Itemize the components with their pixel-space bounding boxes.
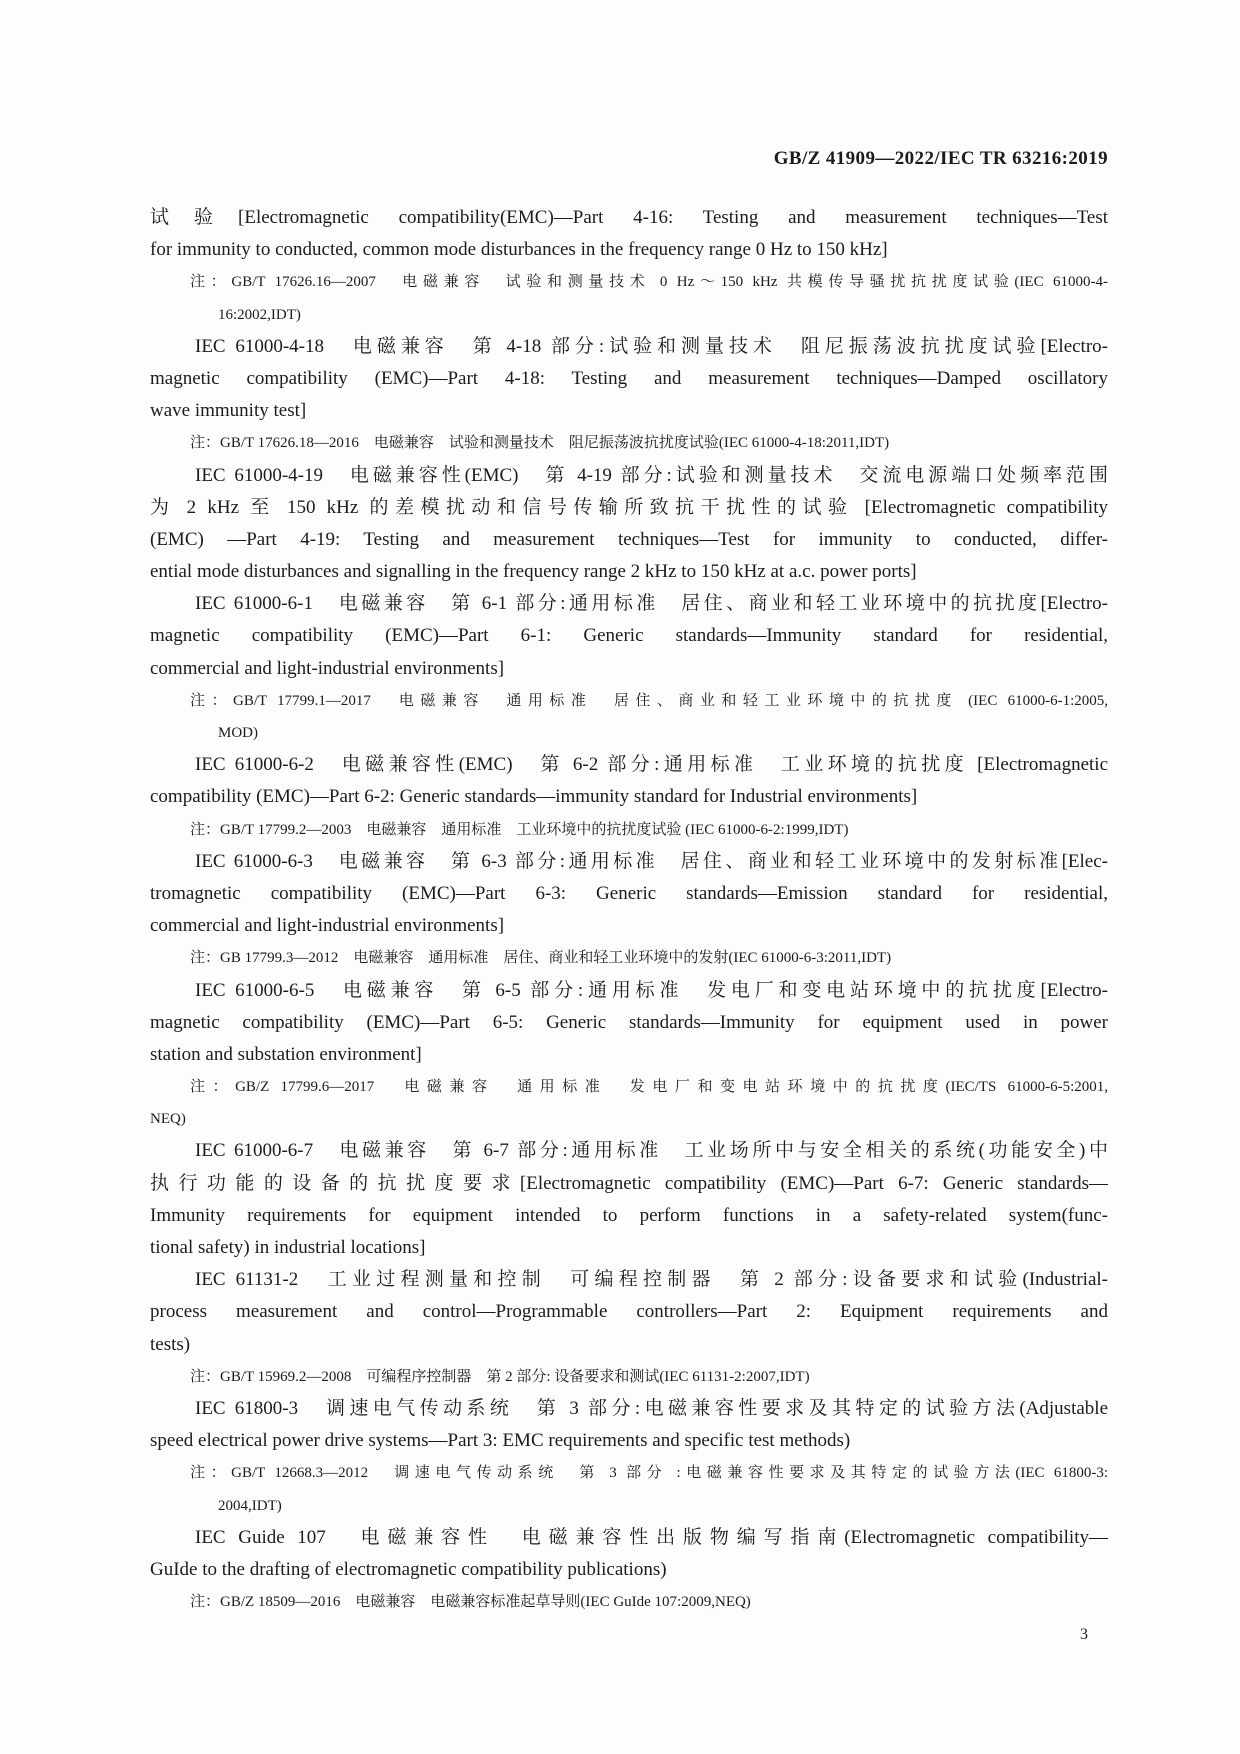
reference-entry bbox=[150, 331, 1108, 460]
reference-line: commercial and light-industrial environments] bbox=[150, 915, 505, 937]
page-number: 3 bbox=[1080, 1626, 1088, 1643]
reference-line: tromagnetic compatibility (EMC)—Part 6-3: Generic standards—Emission standard for residential, bbox=[150, 882, 1108, 904]
note-line: 注：GB/Z 17799.6—2017 电磁兼容 通用标准 发电厂和变电站环境中的抗扰度(IEC/TS 61000-6-5:2001, bbox=[190, 1079, 1108, 1096]
reference-entry bbox=[150, 202, 1108, 331]
reference-entry bbox=[150, 588, 1108, 749]
reference-line: IEC 61000-6-1 电磁兼容 第 6-1 部分:通用标准 居住、商业和轻工业环境中的抗扰度[Electro- bbox=[195, 593, 1108, 615]
reference-entry bbox=[150, 846, 1108, 975]
reference-line: IEC 61000-6-3 电磁兼容 第 6-3 部分:通用标准 居住、商业和轻工业环境中的发射标准[Elec- bbox=[195, 850, 1108, 872]
reference-entry bbox=[150, 749, 1108, 846]
standard-number-header: GB/Z 41909—2022/IEC TR 63216:2019 bbox=[773, 148, 1108, 169]
reference-line: 试验[Electromagnetic compatibility(EMC)—Part 4-16: Testing and measurement techniques—Test bbox=[150, 207, 1108, 228]
reference-line: tional safety) in industrial locations] bbox=[150, 1237, 426, 1258]
reference-line: speed electrical power drive systems—Part 3: EMC requirements and specific test methods) bbox=[150, 1430, 851, 1452]
reference-entry bbox=[150, 460, 1108, 589]
reference-line: (EMC) —Part 4-19: Testing and measurement techniques—Test for immunity to conducted, differ- bbox=[150, 528, 1108, 550]
reference-line: IEC 61131-2 工业过程测量和控制 可编程控制器 第 2 部分:设备要求和试验(Industrial- bbox=[195, 1269, 1108, 1291]
reference-line: IEC 61000-6-2 电磁兼容性(EMC) 第 6-2 部分:通用标准 工业环境的抗扰度 [Electromagnetic bbox=[195, 754, 1108, 776]
reference-line: IEC 61000-6-7 电磁兼容 第 6-7 部分:通用标准 工业场所中与安全相关的系统(功能安全)中 bbox=[195, 1140, 1108, 1162]
note-line: MOD) bbox=[218, 725, 258, 741]
reference-line: 执行功能的设备的抗扰度要求[Electromagnetic compatibility (EMC)—Part 6-7: Generic standards— bbox=[150, 1172, 1108, 1194]
reference-line: tests) bbox=[150, 1333, 191, 1355]
reference-line: process measurement and control—Programmable controllers—Part 2: Equipment requirements and bbox=[150, 1301, 1108, 1323]
reference-line: magnetic compatibility (EMC)—Part 4-18: Testing and measurement techniques—Damped oscillatory bbox=[150, 367, 1108, 389]
note-line: 注：GB/T 17799.2—2003 电磁兼容 通用标准 工业环境中的抗扰度试验 (IEC 61000-6-2:1999,IDT) bbox=[190, 821, 849, 838]
reference-line: IEC 61800-3 调速电气传动系统 第 3 部分:电磁兼容性要求及其特定的试验方法(Adjustable bbox=[195, 1397, 1108, 1419]
reference-line: magnetic compatibility (EMC)—Part 6-1: Generic standards—Immunity standard for residential, bbox=[150, 625, 1108, 647]
reference-line: IEC 61000-6-5 电磁兼容 第 6-5 部分:通用标准 发电厂和变电站环境中的抗扰度[Electro- bbox=[195, 979, 1108, 1001]
note-line: 注：GB/Z 18509—2016 电磁兼容 电磁兼容标准起草导则(IEC GuIde 107:2009,NEQ) bbox=[190, 1594, 751, 1611]
reference-line: Immunity requirements for equipment intended to perform functions in a safety-related system(func- bbox=[150, 1204, 1108, 1226]
reference-line: commercial and light-industrial environments] bbox=[150, 657, 505, 679]
reference-line: IEC 61000-4-18 电磁兼容 第 4-18 部分:试验和测量技术 阻尼振荡波抗扰度试验[Electro- bbox=[195, 335, 1108, 357]
reference-line: IEC 61000-4-19 电磁兼容性(EMC) 第 4-19 部分:试验和测量技术 交流电源端口处频率范围 bbox=[195, 464, 1108, 486]
reference-line: for immunity to conducted, common mode disturbances in the frequency range 0 Hz to 150 kHz] bbox=[150, 239, 888, 261]
reference-line: wave immunity test] bbox=[150, 400, 307, 422]
note-line: 2004,IDT) bbox=[218, 1497, 282, 1514]
reference-line: ential mode disturbances and signalling in the frequency range 2 kHz to 150 kHz at a.c. power ports] bbox=[150, 561, 917, 583]
reference-line: GuIde to the drafting of electromagnetic compatibility publications) bbox=[150, 1558, 667, 1580]
note-line: 注：GB/T 12668.3—2012 调速电气传动系统 第 3 部分 :电磁兼容性要求及其特定的试验方法(IEC 61800-3: bbox=[190, 1465, 1108, 1482]
reference-line: IEC Guide 107 电磁兼容性 电磁兼容性出版物编写指南(Electromagnetic compatibility— bbox=[195, 1526, 1108, 1548]
reference-line: 为 2 kHz 至 150 kHz 的差模扰动和信号传输所致抗干扰性的试验 [Electromagnetic compatibility bbox=[150, 496, 1108, 518]
reference-entry bbox=[150, 1522, 1108, 1619]
reference-entry bbox=[150, 1135, 1108, 1264]
note-line: NEQ) bbox=[150, 1111, 186, 1128]
note-line: 注：GB/T 15969.2—2008 可编程序控制器 第 2 部分: 设备要求和测试(IEC 61131-2:2007,IDT) bbox=[190, 1368, 810, 1385]
note-line: 注：GB/T 17799.1—2017 电磁兼容 通用标准 居住、商业和轻工业环境中的抗扰度 (IEC 61000-6-1:2005, bbox=[190, 692, 1108, 709]
normative-references-list bbox=[150, 202, 1108, 1618]
reference-entry bbox=[150, 1393, 1108, 1522]
reference-line: compatibility (EMC)—Part 6-2: Generic standards—immunity standard for Industrial environments] bbox=[150, 786, 918, 808]
note-line: 注：GB/T 17626.18—2016 电磁兼容 试验和测量技术 阻尼振荡波抗扰度试验(IEC 61000-4-18:2011,IDT) bbox=[190, 435, 890, 452]
note-line: 16:2002,IDT) bbox=[218, 306, 301, 323]
note-line: 注：GB 17799.3—2012 电磁兼容 通用标准 居住、商业和轻工业环境中的发射(IEC 61000-6-3:2011,IDT) bbox=[190, 950, 892, 967]
note-line: 注：GB/T 17626.16—2007 电磁兼容 试验和测量技术 0 Hz～150 kHz 共模传导骚扰抗扰度试验(IEC 61000-4- bbox=[190, 274, 1108, 291]
reference-entry bbox=[150, 1264, 1108, 1393]
reference-line: station and substation environment] bbox=[150, 1043, 422, 1065]
reference-line: magnetic compatibility (EMC)—Part 6-5: Generic standards—Immunity for equipment used in power bbox=[150, 1011, 1108, 1033]
reference-entry bbox=[150, 975, 1108, 1136]
